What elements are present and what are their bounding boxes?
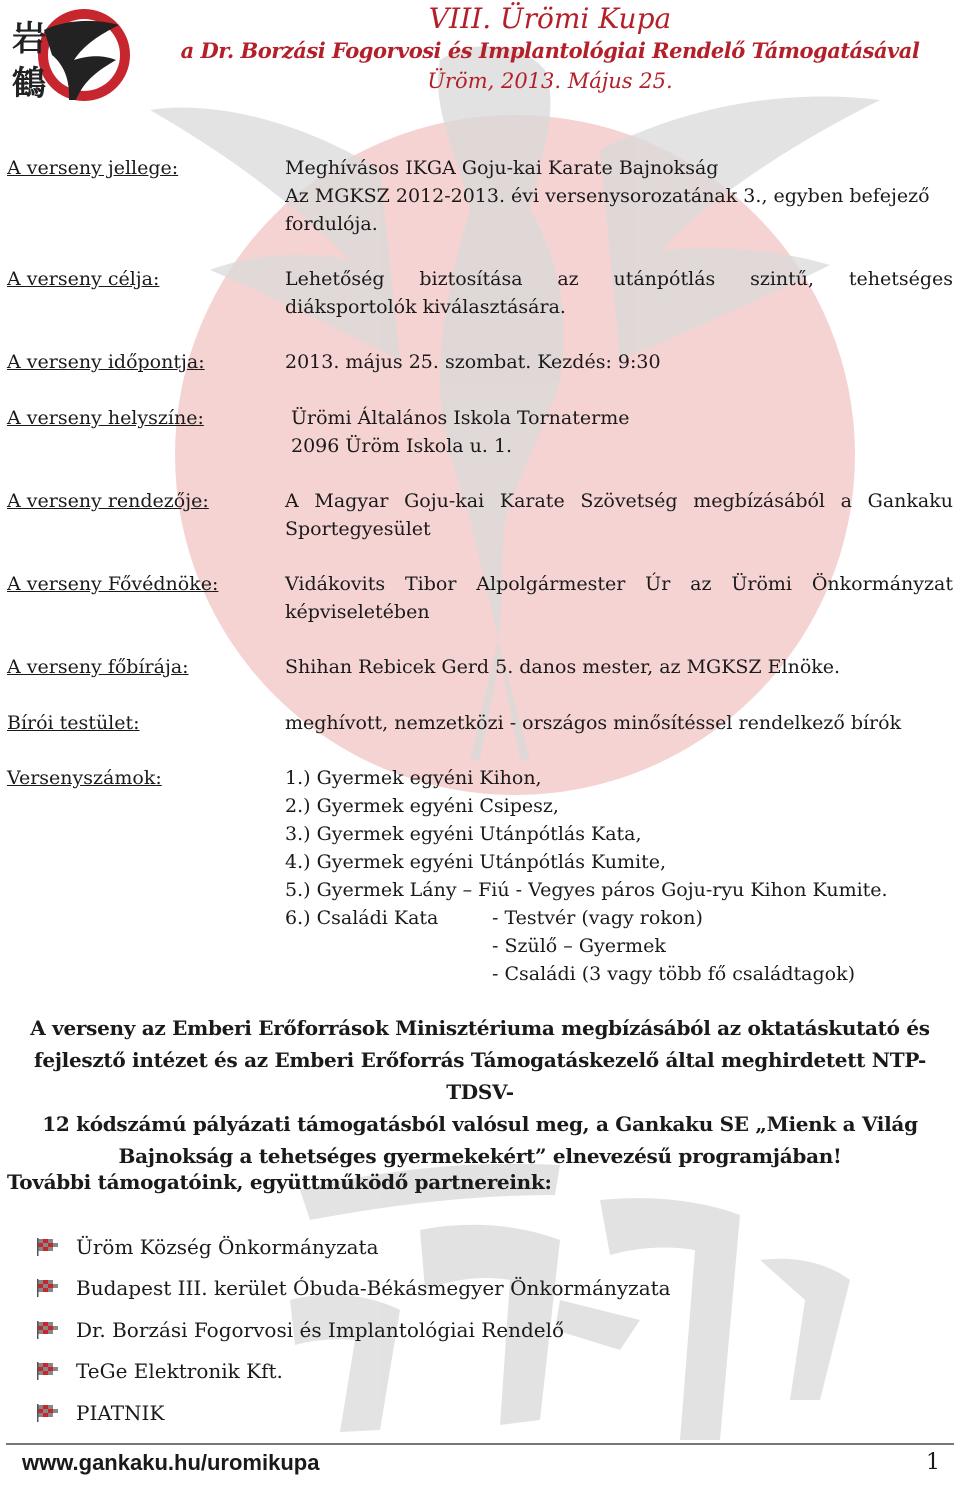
supporters-list [36,1226,671,1434]
footer-url: www.gankaku.hu/uromikupa [22,1450,320,1475]
checkered-flag-icon [36,1237,60,1257]
event-item: 6.) Családi Kata [285,907,439,929]
value-celja: Lehetőség biztosítása az utánpótlás szintű, tehetséges diáksportolók kiválasztására. [285,268,953,318]
family-sub-item: - Szülő – Gyermek [492,935,666,957]
header-subtitle: a Dr. Borzási Fogorvosi és Implantológiai Rendelő Támogatásával [180,38,920,63]
family-sub-item: - Testvér (vagy rokon) [492,907,703,929]
event-item: 3.) Gyermek egyéni Utánpótlás Kata, [285,823,642,845]
event-item: 5.) Gyermek Lány – Fiú - Vegyes páros Goju-ryu Kihon Kumite. [285,879,888,901]
supporter-item: Dr. Borzási Fogorvosi és Implantológiai Rendelő [36,1309,671,1351]
label-birak: Bírói testület [7,712,134,734]
label-jellege: A verseny jellege [7,157,172,179]
label-celja: A verseny célja [7,268,154,290]
logo-glyph-1: 岩 [12,19,46,59]
supporter-item: TeGe Elektronik Kft. [36,1351,671,1393]
crane-logo-icon [4,0,144,120]
supporter-item: Üröm Község Önkormányzata [36,1226,671,1268]
event-item: 1.) Gyermek egyéni Kihon, [285,767,542,789]
value-helyszine: Ürömi Általános Iskola Tornaterme 2096 Üröm Iskola u. 1. [291,407,630,457]
label-fobiraja: A verseny főbírája [7,656,183,678]
value-rendezoje: A Magyar Goju-kai Karate Szövetség megbízásából a Gankaku Sportegyesület [285,490,953,540]
value-fovednoke: Vidákovits Tibor Alpolgármester Úr az Ürömi Önkormányzat képviseletében [285,573,953,623]
value-jellege: Meghívásos IKGA Goju-kai Karate Bajnokság Az MGKSZ 2012-2013. évi versenysorozatának 3., egyben befejező fordulója. [285,157,930,235]
checkered-flag-icon [36,1278,60,1298]
document-header [150,2,950,96]
supporter-item: Budapest III. kerület Óbuda-Békásmegyer Önkormányzata [36,1268,671,1310]
event-list [285,764,953,985]
label-rendezoje: A verseny rendezője [7,490,203,512]
label-idopontja: A verseny időpontja [7,351,199,373]
label-helyszine: A verseny helyszíne [7,407,198,429]
value-birak: meghívott, nemzetközi - országos minősítéssel rendelkező bírók [285,712,902,734]
footer-divider [6,1443,954,1445]
page-number: 1 [926,1450,940,1475]
logo-glyph-2: 鶴 [12,64,46,104]
funding-notice: A verseny az Emberi Erőforrások Minisztériuma megbízásából az oktatáskutató és fejlesztő intézet és az Emberi Erőforrás Támogatáskezelő által meghirdetett NTP-TDSV- 12 kódszámú pályázati támogatásból valósul meg, a Gankaku SE „Mienk a Világ Bajnokság a tehetséges gyermekekért” elnevezésű programjában! [30,1016,930,1168]
supporter-item: PIATNIK [36,1392,671,1434]
supporters-title: További támogatóink, együttműködő partnereink: [7,1170,552,1194]
checkered-flag-icon [36,1403,60,1423]
family-sub-item: - Családi (3 vagy több fő családtagok) [492,963,856,985]
header-date: Üröm, 2013. Május 25. [427,69,673,93]
event-item: 4.) Gyermek egyéni Utánpótlás Kumite, [285,851,667,873]
value-fobiraja: Shihan Rebicek Gerd 5. danos mester, az MGKSZ Elnöke. [285,656,841,678]
checkered-flag-icon [36,1320,60,1340]
label-versenyszamok: Versenyszámok [7,767,156,789]
value-idopontja: 2013. május 25. szombat. Kezdés: 9:30 [285,351,661,373]
checkered-flag-icon [36,1361,60,1381]
label-fovednoke: A verseny Fővédnöke [7,573,212,595]
header-title: VIII. Ürömi Kupa [428,2,672,35]
event-item: 2.) Gyermek egyéni Csipesz, [285,795,559,817]
